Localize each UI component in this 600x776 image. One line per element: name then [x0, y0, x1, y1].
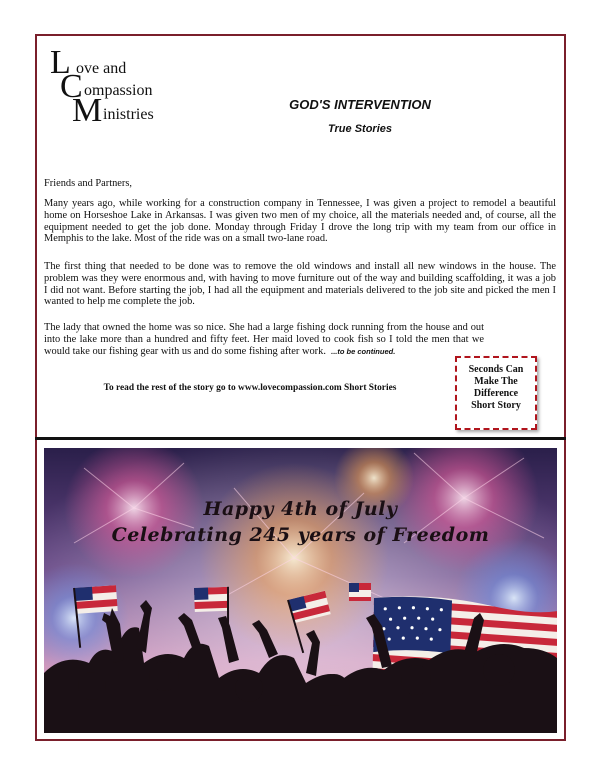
letter-paragraph-3-text: The lady that owned the home was so nice. She had a large fishing dock running from the house and out into the lake more than a hundred and fifty feet. Her maid loved to cook fish so I told the men that we would take our fishing gear with us and do some fishing after work. [44, 322, 484, 357]
logo-initial-m: M [72, 92, 103, 129]
story-title: GOD'S INTERVENTION [289, 97, 431, 112]
logo-word-compassion: ompassion [84, 82, 153, 99]
letter-paragraph-2: The first thing that needed to be done was to remove the old windows and install all new windows in the house. The problem was they were enormous and, with having to move furniture out of the way and building scaffolding, it was a job I did not want. Before starting the job, I had all the equipment and materials delivered to the job site and picked the men I wanted to help me complete the job. [44, 261, 556, 308]
logo-initial-c: C [60, 68, 83, 105]
story-subtitle: True Stories [328, 123, 392, 135]
letter-paragraph-3 [44, 322, 484, 357]
logo-initial-l: L [50, 44, 71, 81]
logo-word-love: ove and [76, 60, 127, 77]
fireworks-crowd-image [44, 448, 557, 733]
holiday-greeting-line-2: Celebrating 245 years of Freedom [111, 524, 490, 546]
logo-word-ministries: inistries [103, 106, 154, 123]
to-be-continued: ...to be continued. [331, 346, 396, 356]
ministry-logo [48, 46, 188, 132]
section-divider [35, 437, 566, 440]
short-story-callout [455, 356, 537, 430]
fourth-of-july-photo [44, 448, 557, 733]
callout-line-3: Difference [473, 388, 519, 399]
callout-line-4: Short Story [471, 400, 521, 411]
callout-line-2: Make The [474, 376, 518, 387]
small-flag-4 [349, 583, 371, 601]
read-more-link[interactable]: To read the rest of the story go to www.lovecompassion.com Short Stories [103, 383, 397, 393]
letter-greeting: Friends and Partners, [44, 178, 133, 189]
letter-paragraph-1: Many years ago, while working for a construction company in Tennessee, I was given a project to remodel a beautiful home on Horseshoe Lake in Arkansas. I was given two men of my choice, all the materials needed and, of course, all the equipment needed to get the job done. Monday through Friday I drove the long trip with my team from our office in Memphis to the lake. Most of the ride was on a small two-lane road. [44, 198, 556, 245]
holiday-greeting-line-1: Happy 4th of July [203, 498, 398, 520]
callout-line-1: Seconds Can [468, 364, 524, 375]
